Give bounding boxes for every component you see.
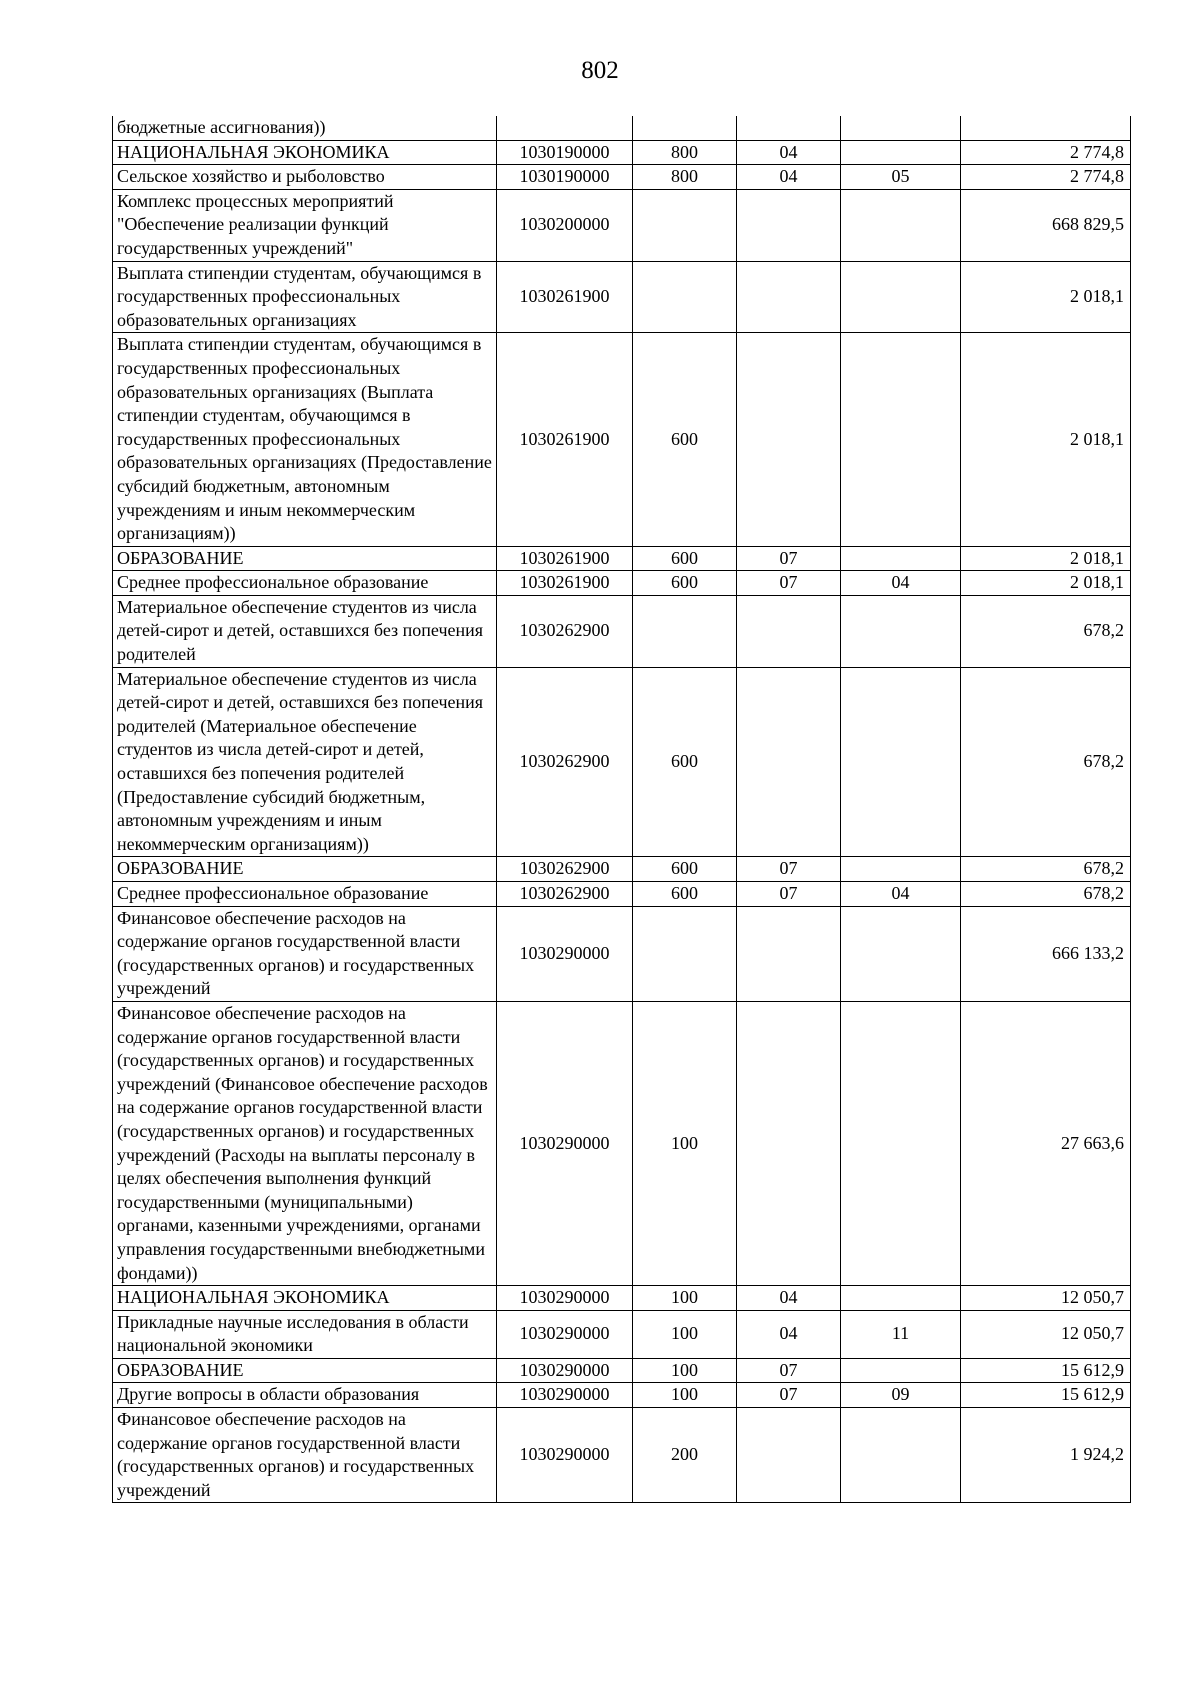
table-row <box>113 546 1131 571</box>
row-expense-type-cell: 600 <box>633 333 737 546</box>
row-section-cell <box>737 261 841 333</box>
row-code-cell: 1030290000 <box>497 1383 633 1408</box>
row-expense-type-cell <box>633 261 737 333</box>
row-name-cell: НАЦИОНАЛЬНАЯ ЭКОНОМИКА <box>113 1286 497 1311</box>
row-section-cell: 07 <box>737 571 841 596</box>
row-expense-type-cell: 100 <box>633 1286 737 1311</box>
row-sum-cell: 2 018,1 <box>961 333 1131 546</box>
row-subsection-cell <box>841 857 961 882</box>
table-row <box>113 857 1131 882</box>
row-sum-cell: 666 133,2 <box>961 906 1131 1001</box>
row-subsection-cell: 11 <box>841 1310 961 1358</box>
row-code-cell: 1030290000 <box>497 1358 633 1383</box>
row-expense-type-cell <box>633 116 737 140</box>
row-expense-type-cell: 200 <box>633 1408 737 1503</box>
row-section-cell: 07 <box>737 546 841 571</box>
row-expense-type-cell: 100 <box>633 1383 737 1408</box>
row-sum-cell: 2 018,1 <box>961 571 1131 596</box>
row-expense-type-cell <box>633 595 737 667</box>
table-row <box>113 261 1131 333</box>
row-section-cell: 07 <box>737 1383 841 1408</box>
row-expense-type-cell: 600 <box>633 571 737 596</box>
row-sum-cell: 678,2 <box>961 595 1131 667</box>
row-subsection-cell <box>841 1286 961 1311</box>
row-section-cell <box>737 906 841 1001</box>
row-section-cell <box>737 189 841 261</box>
row-name-cell: Сельское хозяйство и рыболовство <box>113 165 497 190</box>
table-row <box>113 1286 1131 1311</box>
row-code-cell: 1030262900 <box>497 882 633 907</box>
row-sum-cell: 15 612,9 <box>961 1383 1131 1408</box>
row-section-cell: 04 <box>737 1310 841 1358</box>
row-sum-cell: 1 924,2 <box>961 1408 1131 1503</box>
row-sum-cell: 668 829,5 <box>961 189 1131 261</box>
row-expense-type-cell: 600 <box>633 667 737 857</box>
table-row <box>113 116 1131 140</box>
row-name-cell: ОБРАЗОВАНИЕ <box>113 857 497 882</box>
row-sum-cell: 15 612,9 <box>961 1358 1131 1383</box>
row-code-cell: 1030262900 <box>497 595 633 667</box>
row-sum-cell: 12 050,7 <box>961 1310 1131 1358</box>
row-subsection-cell <box>841 1001 961 1285</box>
row-subsection-cell <box>841 906 961 1001</box>
row-name-cell: Среднее профессиональное образование <box>113 571 497 596</box>
row-section-cell: 07 <box>737 857 841 882</box>
row-expense-type-cell: 800 <box>633 165 737 190</box>
row-expense-type-cell <box>633 906 737 1001</box>
row-subsection-cell <box>841 140 961 165</box>
row-subsection-cell <box>841 546 961 571</box>
row-expense-type-cell: 100 <box>633 1310 737 1358</box>
row-name-cell: НАЦИОНАЛЬНАЯ ЭКОНОМИКА <box>113 140 497 165</box>
row-code-cell: 1030262900 <box>497 857 633 882</box>
row-name-cell: Прикладные научные исследования в области национальной экономики <box>113 1310 497 1358</box>
row-expense-type-cell <box>633 189 737 261</box>
row-sum-cell: 678,2 <box>961 667 1131 857</box>
row-section-cell <box>737 333 841 546</box>
row-code-cell: 1030190000 <box>497 165 633 190</box>
row-sum-cell: 12 050,7 <box>961 1286 1131 1311</box>
table-row <box>113 140 1131 165</box>
row-code-cell: 1030290000 <box>497 1286 633 1311</box>
row-code-cell: 1030262900 <box>497 667 633 857</box>
row-section-cell <box>737 116 841 140</box>
row-code-cell: 1030261900 <box>497 261 633 333</box>
row-code-cell: 1030261900 <box>497 546 633 571</box>
row-code-cell: 1030290000 <box>497 1408 633 1503</box>
row-subsection-cell <box>841 333 961 546</box>
row-name-cell: ОБРАЗОВАНИЕ <box>113 1358 497 1383</box>
row-sum-cell: 2 774,8 <box>961 140 1131 165</box>
table-row <box>113 1383 1131 1408</box>
row-code-cell: 1030261900 <box>497 333 633 546</box>
row-name-cell: Финансовое обеспечение расходов на содержание органов государственной власти (государственных органов) и государственных учреждений <box>113 1408 497 1503</box>
row-expense-type-cell: 100 <box>633 1358 737 1383</box>
row-section-cell: 07 <box>737 882 841 907</box>
table-row <box>113 882 1131 907</box>
row-subsection-cell <box>841 595 961 667</box>
row-code-cell: 1030290000 <box>497 906 633 1001</box>
table-row <box>113 1310 1131 1358</box>
row-subsection-cell <box>841 189 961 261</box>
row-expense-type-cell: 800 <box>633 140 737 165</box>
row-section-cell: 04 <box>737 140 841 165</box>
row-name-cell: Выплата стипендии студентам, обучающимся в государственных профессиональных образовательных организациях (Выплата стипендии студентам, обучающимся в государственных профессиональных образовательных организациях (Предоставление субсидий бюджетным, автономным учреждениям и иным некоммерческим организациям)) <box>113 333 497 546</box>
row-expense-type-cell: 600 <box>633 882 737 907</box>
row-name-cell: Материальное обеспечение студентов из числа детей-сирот и детей, оставшихся без попечения родителей <box>113 595 497 667</box>
table-row <box>113 189 1131 261</box>
row-sum-cell: 2 018,1 <box>961 546 1131 571</box>
row-name-cell: ОБРАЗОВАНИЕ <box>113 546 497 571</box>
page-number: 802 <box>581 57 619 84</box>
table-row <box>113 1358 1131 1383</box>
row-sum-cell: 27 663,6 <box>961 1001 1131 1285</box>
row-section-cell: 04 <box>737 1286 841 1311</box>
row-subsection-cell: 09 <box>841 1383 961 1408</box>
row-name-cell: Другие вопросы в области образования <box>113 1383 497 1408</box>
row-subsection-cell: 04 <box>841 882 961 907</box>
row-sum-cell: 678,2 <box>961 857 1131 882</box>
row-subsection-cell <box>841 1408 961 1503</box>
row-sum-cell <box>961 116 1131 140</box>
row-subsection-cell <box>841 116 961 140</box>
row-name-cell: Финансовое обеспечение расходов на содержание органов государственной власти (государственных органов) и государственных учреждений (Финансовое обеспечение расходов на содержание органов государственной власти (государственных органов) и государственных учреждений (Расходы на выплаты персоналу в целях обеспечения выполнения функций государственными (муниципальными) органами, казенными учреждениями, органами управления государственными внебюджетными фондами)) <box>113 1001 497 1285</box>
table-row <box>113 571 1131 596</box>
budget-table <box>112 116 1131 1503</box>
table-row <box>113 1408 1131 1503</box>
row-expense-type-cell: 600 <box>633 546 737 571</box>
row-code-cell: 1030261900 <box>497 571 633 596</box>
row-section-cell <box>737 667 841 857</box>
budget-table-body <box>113 116 1131 1503</box>
row-name-cell: бюджетные ассигнования)) <box>113 116 497 140</box>
row-sum-cell: 678,2 <box>961 882 1131 907</box>
table-row <box>113 333 1131 546</box>
table-row <box>113 595 1131 667</box>
row-code-cell: 1030200000 <box>497 189 633 261</box>
table-row <box>113 165 1131 190</box>
row-sum-cell: 2 018,1 <box>961 261 1131 333</box>
row-name-cell: Среднее профессиональное образование <box>113 882 497 907</box>
row-code-cell: 1030290000 <box>497 1310 633 1358</box>
row-code-cell <box>497 116 633 140</box>
row-subsection-cell <box>841 1358 961 1383</box>
row-code-cell: 1030190000 <box>497 140 633 165</box>
row-code-cell: 1030290000 <box>497 1001 633 1285</box>
row-section-cell <box>737 595 841 667</box>
row-name-cell: Выплата стипендии студентам, обучающимся в государственных профессиональных образовательных организациях <box>113 261 497 333</box>
row-subsection-cell <box>841 261 961 333</box>
row-section-cell: 04 <box>737 165 841 190</box>
row-section-cell <box>737 1001 841 1285</box>
row-name-cell: Материальное обеспечение студентов из числа детей-сирот и детей, оставшихся без попечения родителей (Материальное обеспечение студентов из числа детей-сирот и детей, оставшихся без попечения родителей (Предоставление субсидий бюджетным, автономным учреждениям и иным некоммерческим организациям)) <box>113 667 497 857</box>
table-row <box>113 1001 1131 1285</box>
table-row <box>113 906 1131 1001</box>
row-name-cell: Комплекс процессных мероприятий "Обеспечение реализации функций государственных учреждений" <box>113 189 497 261</box>
row-subsection-cell: 05 <box>841 165 961 190</box>
row-expense-type-cell: 100 <box>633 1001 737 1285</box>
row-expense-type-cell: 600 <box>633 857 737 882</box>
row-subsection-cell <box>841 667 961 857</box>
row-section-cell <box>737 1408 841 1503</box>
row-name-cell: Финансовое обеспечение расходов на содержание органов государственной власти (государственных органов) и государственных учреждений <box>113 906 497 1001</box>
table-row <box>113 667 1131 857</box>
row-subsection-cell: 04 <box>841 571 961 596</box>
row-sum-cell: 2 774,8 <box>961 165 1131 190</box>
row-section-cell: 07 <box>737 1358 841 1383</box>
